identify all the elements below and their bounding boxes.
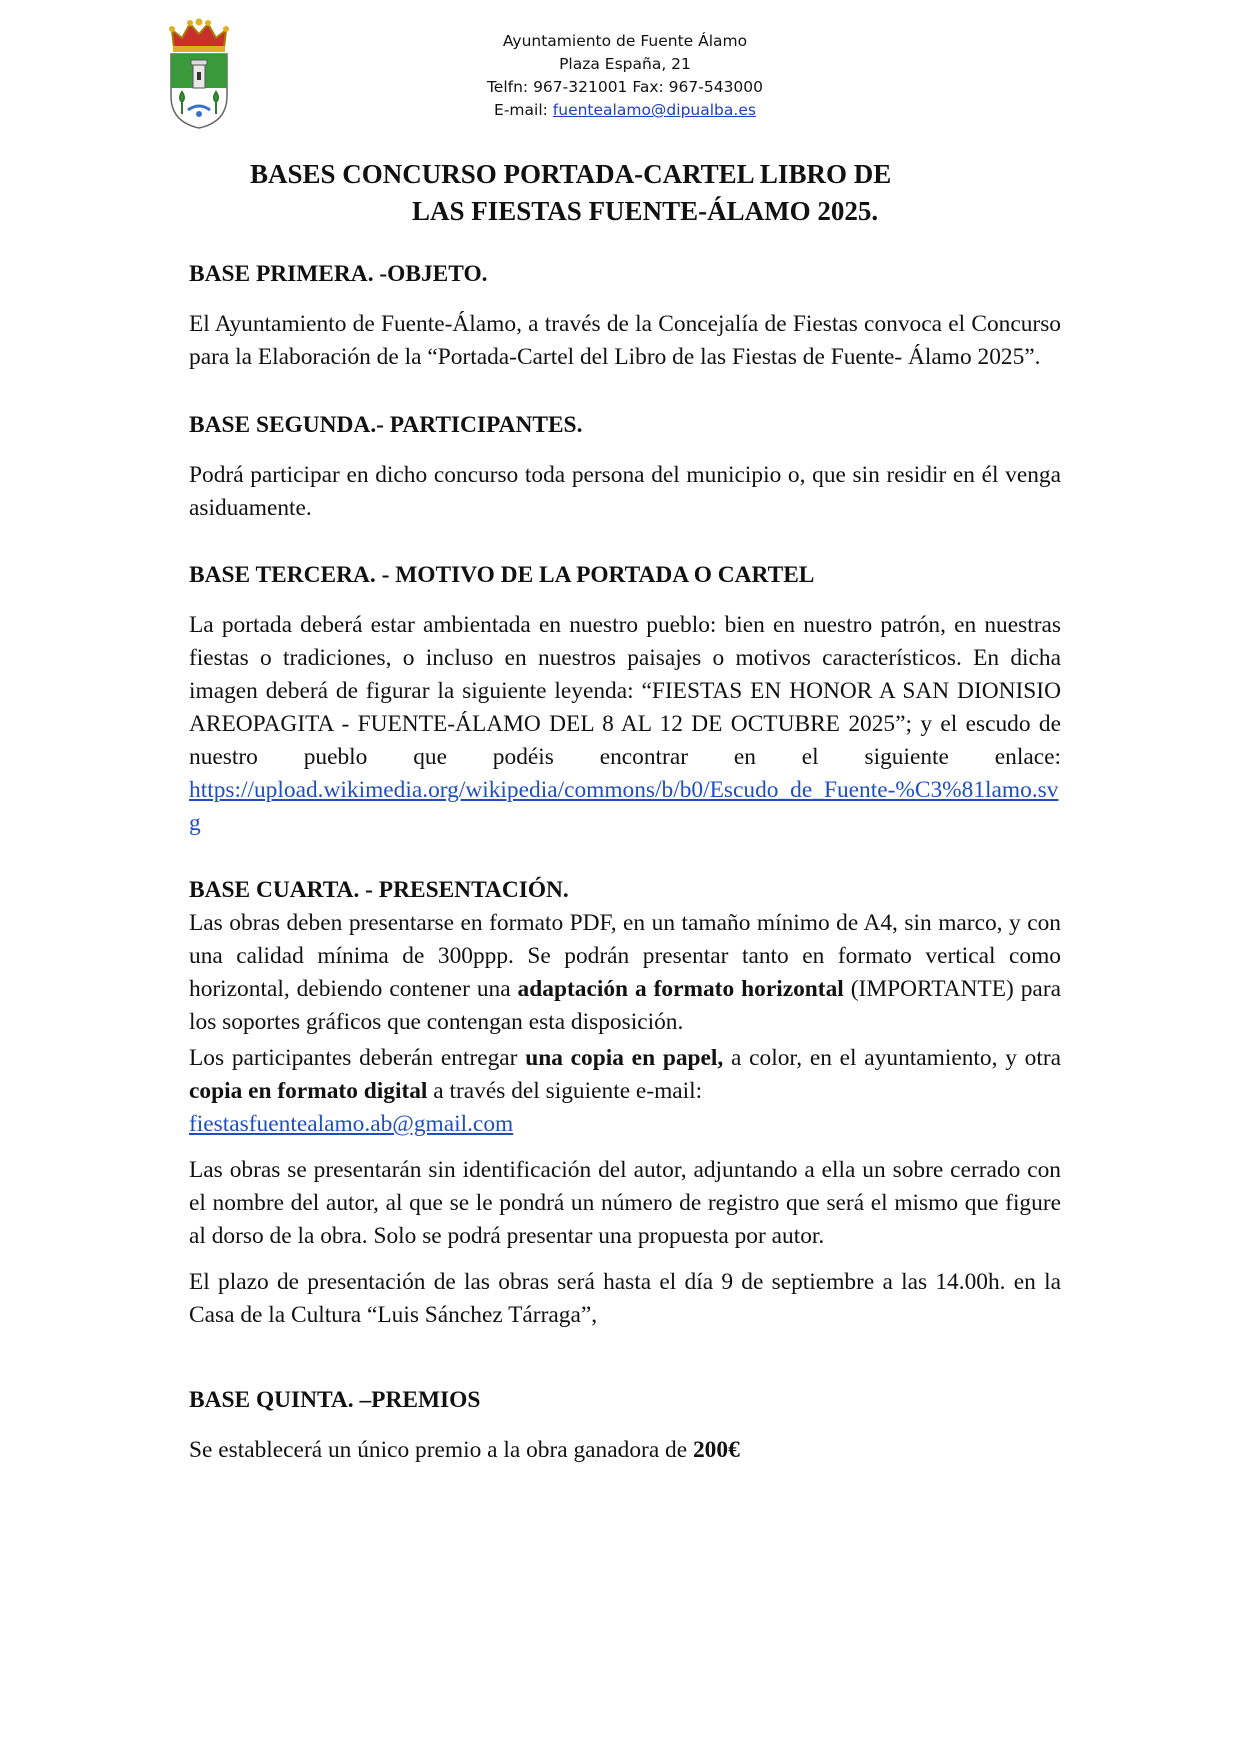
document-body xyxy=(189,258,1061,1467)
cuarta-p1-text-a: Las obras deben presentarse en formato PDF, en un tamaño mínimo de A4, sin marco, y con una calidad mínima de 300ppp. Se podrán presentar tanto en formato vertical como horizontal, debiendo contener una xyxy=(189,910,1061,1002)
letterhead-email-line xyxy=(430,99,820,122)
letterhead-phone-fax: Telfn: 967-321001 Fax: 967-543000 xyxy=(486,78,764,96)
section-cuarta-paragraph-1 xyxy=(189,907,1061,1039)
section-quinta-heading: BASE QUINTA. –PREMIOS xyxy=(189,1387,481,1413)
letterhead xyxy=(430,30,820,122)
section-primera-heading: BASE PRIMERA. -OBJETO. xyxy=(189,261,488,287)
quinta-text-a: Se establecerá un único premio a la obra ganadora de xyxy=(189,1437,693,1463)
cuarta-p2-text-c: a través del siguiente e-mail: xyxy=(427,1078,703,1104)
letterhead-email-link[interactable]: fuentealamo@dipualba.es xyxy=(552,101,756,119)
section-cuarta-paragraph-4: El plazo de presentación de las obras será hasta el día 9 de septiembre a las 14.00h. en la Casa de la Cultura “Luis Sánchez Tárraga”, xyxy=(189,1269,1061,1328)
cuarta-p2-bold-2: copia en formato digital xyxy=(189,1078,428,1104)
title-line-2: LAS FIESTAS FUENTE-ÁLAMO 2025. xyxy=(412,196,879,226)
cuarta-p1-text-b: (IMPORTANTE) para los soportes gráficos que contengan esta disposición. xyxy=(189,976,1061,1035)
title-line-1: BASES CONCURSO PORTADA-CARTEL LIBRO DE xyxy=(250,159,892,189)
letterhead-institution: Ayuntamiento de Fuente Álamo xyxy=(502,32,748,50)
cuarta-p2-text-b: a color, en el ayuntamiento, y otra xyxy=(723,1045,1061,1071)
escudo-link[interactable]: https://upload.wikimedia.org/wikipedia/commons/b/b0/Escudo_de_Fuente-%C3%81lamo.svg xyxy=(189,777,1059,836)
section-cuarta-heading: BASE CUARTA. - PRESENTACIÓN. xyxy=(189,877,569,903)
section-quinta-text xyxy=(189,1434,1061,1467)
cuarta-p2-text-a: Los participantes deberán entregar xyxy=(189,1045,526,1071)
fiestas-email-link[interactable]: fiestasfuentealamo.ab@gmail.com xyxy=(189,1111,514,1137)
prize-amount: 200€ xyxy=(692,1437,740,1463)
section-segunda-text: Podrá participar en dicho concurso toda persona del municipio o, que sin residir en él venga asiduamente. xyxy=(189,462,1061,521)
coat-of-arms-logo xyxy=(166,18,232,130)
section-tercera-text: La portada deberá estar ambientada en nuestro pueblo: bien en nuestro patrón, en nuestras fiestas o tradiciones, o incluso en nuestros paisajes o motivos característicos. En dicha imagen deberá de figurar la siguiente leyenda: “FIESTAS EN HONOR A SAN DIONISIO AREOPAGITA - FUENTE-ÁLAMO DEL 8 AL 12 DE OCTUBRE 2025”; y el escudo de nuestro pueblo que podéis encontrar en el siguiente enlace: xyxy=(189,612,1061,770)
section-primera-text: El Ayuntamiento de Fuente-Álamo, a través de la Concejalía de Fiestas convoca el Concurso para la Elaboración de la “Portada-Cartel del Libro de las Fiestas de Fuente- Álamo 2025”. xyxy=(189,311,1061,370)
letterhead-address: Plaza España, 21 xyxy=(559,55,691,73)
section-segunda-heading: BASE SEGUNDA.- PARTICIPANTES. xyxy=(189,412,583,438)
section-tercera-heading: BASE TERCERA. - MOTIVO DE LA PORTADA O CARTEL xyxy=(189,562,815,588)
document-title xyxy=(150,156,1110,230)
section-cuarta-paragraph-3: Las obras se presentarán sin identificación del autor, adjuntando a ella un sobre cerrado con el nombre del autor, al que se le pondrá un número de registro que será el mismo que figure al dorso de la obra. Solo se podrá presentar una propuesta por autor. xyxy=(189,1157,1061,1249)
section-cuarta-paragraph-2 xyxy=(189,1042,1061,1141)
cuarta-p1-bold: adaptación a formato horizontal xyxy=(517,976,844,1002)
letterhead-email-label: E-mail: xyxy=(494,101,553,119)
section-tercera-link-paragraph xyxy=(189,774,1061,840)
cuarta-p2-bold-1: una copia en papel, xyxy=(525,1045,724,1071)
